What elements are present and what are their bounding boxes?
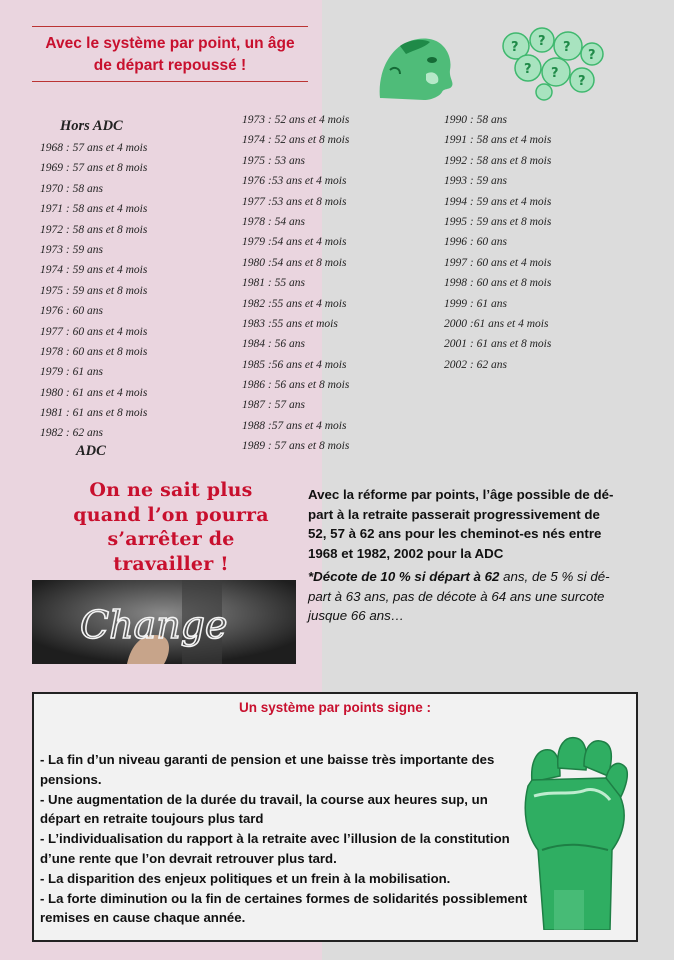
reform-line3: 52, 57 à 62 ans pour les cheminot-es nés entre — [308, 526, 602, 542]
headline — [32, 26, 308, 82]
reform-line1: Avec la réforme par points, l’âge possible de dé- — [308, 487, 614, 502]
svg-text:?: ? — [524, 62, 532, 77]
list-item: 1992 : 58 ans et 8 mois — [444, 154, 552, 167]
list-item: 1987 : 57 ans — [242, 399, 305, 412]
list-item: 1997 : 60 ans et 4 mois — [444, 256, 552, 269]
raised-fist-icon — [514, 730, 632, 930]
list-item: 1978 : 54 ans — [242, 215, 305, 228]
list-item: 1974 : 59 ans et 4 mois — [40, 264, 148, 277]
list-item: 1979 :54 ans et 4 mois — [242, 236, 347, 249]
change-illustration — [32, 580, 296, 664]
column-hors-adc — [40, 114, 147, 444]
list-item: 1978 : 60 ans et 8 mois — [40, 345, 148, 358]
box-title: Un système par points signe : — [238, 700, 432, 715]
decote-line1-rest: ans, de 5 % si dé- — [499, 569, 610, 584]
list-item: 1973 : 52 ans et 4 mois — [242, 114, 350, 126]
list-item: 1991 : 58 ans et 4 mois — [444, 134, 552, 147]
change-photo — [32, 580, 296, 664]
slogan-line1: On ne sait plus — [89, 479, 253, 501]
column-adc-2 — [444, 110, 551, 375]
slogan — [40, 478, 302, 576]
list-item: 1981 : 61 ans et 8 mois — [40, 407, 148, 420]
list-item: 1989 : 57 ans et 8 mois — [242, 440, 350, 453]
question-bubbles-illustration — [498, 24, 606, 102]
list-item: 2002 : 62 ans — [444, 358, 507, 371]
list-item: - Une augmentation de la durée du travail, la course aux heures sup, un départ en retraite toujours plus tard — [40, 791, 488, 827]
list-item: 1971 : 58 ans et 4 mois — [40, 203, 148, 216]
list-item: 1990 : 58 ans — [444, 114, 507, 126]
svg-text:?: ? — [578, 74, 586, 89]
list-item: 1999 : 61 ans — [444, 297, 507, 310]
adc-title: ADC — [76, 443, 106, 459]
list-item: 1996 : 60 ans — [444, 236, 507, 249]
column-adc-1 — [242, 110, 349, 457]
list-item: - L’individualisation du rapport à la retraite avec l’illusion de la constitution d’une rente que l’on devrait retrouver plus tard. — [40, 831, 510, 866]
list-item: 1977 :53 ans et 8 mois — [242, 195, 347, 208]
svg-text:?: ? — [563, 40, 571, 55]
list-item: 2000 :61 ans et 4 mois — [444, 317, 549, 330]
list-item: 1994 : 59 ans et 4 mois — [444, 195, 552, 208]
reform-line2: part à la retraite passerait progressivement de — [308, 506, 600, 522]
decote-paragraph — [308, 567, 638, 626]
list-item: 1976 :53 ans et 4 mois — [242, 175, 347, 188]
list-item: 1983 :55 ans et mois — [242, 317, 338, 330]
list-item: 1984 : 56 ans — [242, 338, 305, 351]
list-item: 1977 : 60 ans et 4 mois — [40, 325, 148, 338]
list-item: 1993 : 59 ans — [444, 175, 507, 188]
hors-adc-title: Hors ADC — [60, 118, 123, 134]
list-item: 1982 :55 ans et 4 mois — [242, 297, 347, 310]
list-item: 1995 : 59 ans et 8 mois — [444, 215, 552, 228]
headline-line1: Avec le système par point, un âge — [45, 35, 295, 52]
headline-line2: de départ repoussé ! — [93, 57, 247, 74]
decote-bold: *Décote de 10 % si départ à 62 — [308, 569, 500, 584]
decote-line3: jusque 66 ans… — [308, 608, 405, 624]
list-item: 1981 : 55 ans — [242, 277, 305, 290]
list-item: 1982 : 62 ans — [40, 427, 103, 440]
list-item: 1975 : 53 ans — [242, 154, 305, 167]
list-item: 1976 : 60 ans — [40, 305, 103, 318]
decote-line2: part à 63 ans, pas de décote à 64 ans une surcote — [308, 588, 605, 604]
slogan-line2: quand l’on pourra — [73, 503, 269, 526]
list-item: 1980 : 61 ans et 4 mois — [40, 386, 148, 399]
change-text: Change — [80, 603, 228, 647]
list-item: 1968 : 57 ans et 4 mois — [40, 142, 148, 154]
svg-text:?: ? — [538, 34, 546, 49]
thinking-man-illustration — [370, 30, 460, 102]
list-item: 1985 :56 ans et 4 mois — [242, 358, 347, 371]
list-item: 1988 :57 ans et 4 mois — [242, 419, 347, 432]
list-item: 2001 : 61 ans et 8 mois — [444, 338, 552, 351]
box-list — [40, 750, 530, 928]
list-item: 1998 : 60 ans et 8 mois — [444, 277, 552, 290]
list-item: 1969 : 57 ans et 8 mois — [40, 162, 148, 175]
svg-text:?: ? — [588, 48, 596, 63]
list-item: - La fin d’un niveau garanti de pension et une baisse très importante des pensions. — [40, 752, 495, 787]
slogan-line3: s’arrêter de — [107, 528, 235, 550]
list-item: 1980 :54 ans et 8 mois — [242, 256, 347, 269]
list-item: 1972 : 58 ans et 8 mois — [40, 223, 148, 236]
svg-text:?: ? — [551, 66, 559, 81]
list-item: 1970 : 58 ans — [40, 182, 103, 195]
reform-paragraph — [308, 485, 636, 563]
list-item: 1979 : 61 ans — [40, 366, 103, 379]
slogan-line4: travailler ! — [113, 552, 229, 575]
list-item: - La disparition des enjeux politiques et un frein à la mobilisation. — [40, 870, 451, 886]
list-item: - La forte diminution ou la fin de certaines formes de solidarités possiblement remises en cause chaque année. — [40, 890, 528, 926]
list-item: 1975 : 59 ans et 8 mois — [40, 284, 148, 297]
svg-text:?: ? — [511, 40, 519, 55]
list-item: 1986 : 56 ans et 8 mois — [242, 379, 350, 392]
list-item: 1973 : 59 ans — [40, 243, 103, 256]
reform-line4: 1968 et 1982, 2002 pour la ADC — [308, 545, 504, 561]
list-item: 1974 : 52 ans et 8 mois — [242, 134, 350, 147]
points-system-box — [32, 692, 638, 942]
